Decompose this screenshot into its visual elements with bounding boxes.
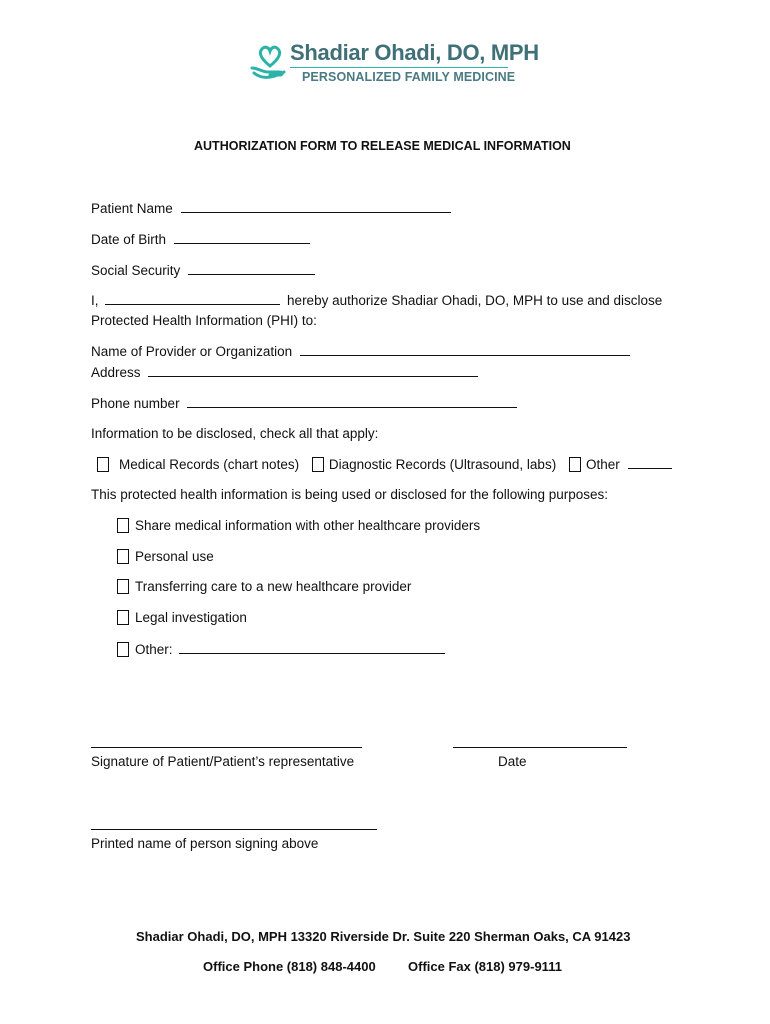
purpose-label-transfer: Transferring care to a new healthcare provider [135,579,412,594]
provider-row [91,343,630,359]
footer-fax: Office Fax (818) 979-9111 [408,959,562,974]
phone-field[interactable] [187,395,517,408]
info-label: Information to be disclosed, check all that apply: [91,426,379,441]
provider-label: Name of Provider or Organization [91,344,293,359]
other-info-field[interactable] [628,456,672,469]
logo-rule [290,67,508,68]
phone-label: Phone number [91,396,180,411]
logo [250,40,539,86]
signature-line[interactable] [91,747,362,748]
medical-records-checkbox[interactable] [97,457,109,472]
purpose-item [117,518,480,533]
form-title: AUTHORIZATION FORM TO RELEASE MEDICAL INFORMATION [194,139,571,153]
authorizer-name-field[interactable] [105,292,280,305]
other-info-label: Other [585,457,620,472]
purpose-label: This protected health information is being used or disclosed for the following purposes: [91,487,609,502]
patient-name-field[interactable] [181,200,451,213]
footer-address: Shadiar Ohadi, DO, MPH 13320 Riverside Dr. Suite 220 Sherman Oaks, CA 91423 [136,929,631,944]
purpose-checkbox[interactable] [117,579,129,594]
ssn-label: Social Security [91,263,181,278]
authorization-line [91,292,662,308]
address-label: Address [91,365,141,380]
purpose-other-field[interactable] [179,641,445,654]
footer-phone: Office Phone (818) 848-4400 [203,959,376,974]
purpose-item [117,579,411,594]
patient-name-row [91,200,451,216]
purpose-checkbox[interactable] [117,549,129,564]
purpose-label-other: Other: [135,642,173,657]
auth-prefix: I, [91,293,99,308]
address-field[interactable] [148,364,478,377]
logo-name: Shadiar Ohadi, DO, MPH [290,40,539,65]
ssn-field[interactable] [188,262,315,275]
heart-hand-icon [250,42,290,82]
provider-field[interactable] [300,343,630,356]
purpose-label-share: Share medical information with other healthcare providers [135,518,481,533]
auth-text: hereby authorize Shadiar Ohadi, DO, MPH to use and disclose [287,293,663,308]
diagnostic-records-label: Diagnostic Records (Ultrasound, labs) [328,457,557,472]
date-line[interactable] [453,747,627,748]
info-options-row [97,456,672,472]
patient-name-label: Patient Name [91,201,173,216]
purpose-checkbox[interactable] [117,518,129,533]
purpose-item [117,549,214,564]
printed-name-label: Printed name of person signing above [91,836,319,851]
auth-text-line2: Protected Health Information (PHI) to: [91,313,317,328]
dob-field[interactable] [174,231,310,244]
purpose-label-legal: Legal investigation [135,610,247,625]
medical-records-label: Medical Records (chart notes) [119,457,300,472]
phone-row [91,395,517,411]
signature-label: Signature of Patient/Patient’s representative [91,754,355,769]
ssn-row [91,262,315,278]
purpose-item [117,610,247,625]
diagnostic-records-checkbox[interactable] [312,457,324,472]
purpose-checkbox[interactable] [117,610,129,625]
purpose-checkbox[interactable] [117,642,129,657]
address-row [91,364,478,380]
printed-name-line[interactable] [91,829,377,830]
other-info-checkbox[interactable] [569,457,581,472]
purpose-item [117,641,445,657]
date-label: Date [498,754,527,769]
logo-tagline: PERSONALIZED FAMILY MEDICINE [302,70,516,84]
purpose-label-personal: Personal use [135,549,214,564]
dob-label: Date of Birth [91,232,167,247]
dob-row [91,231,310,247]
